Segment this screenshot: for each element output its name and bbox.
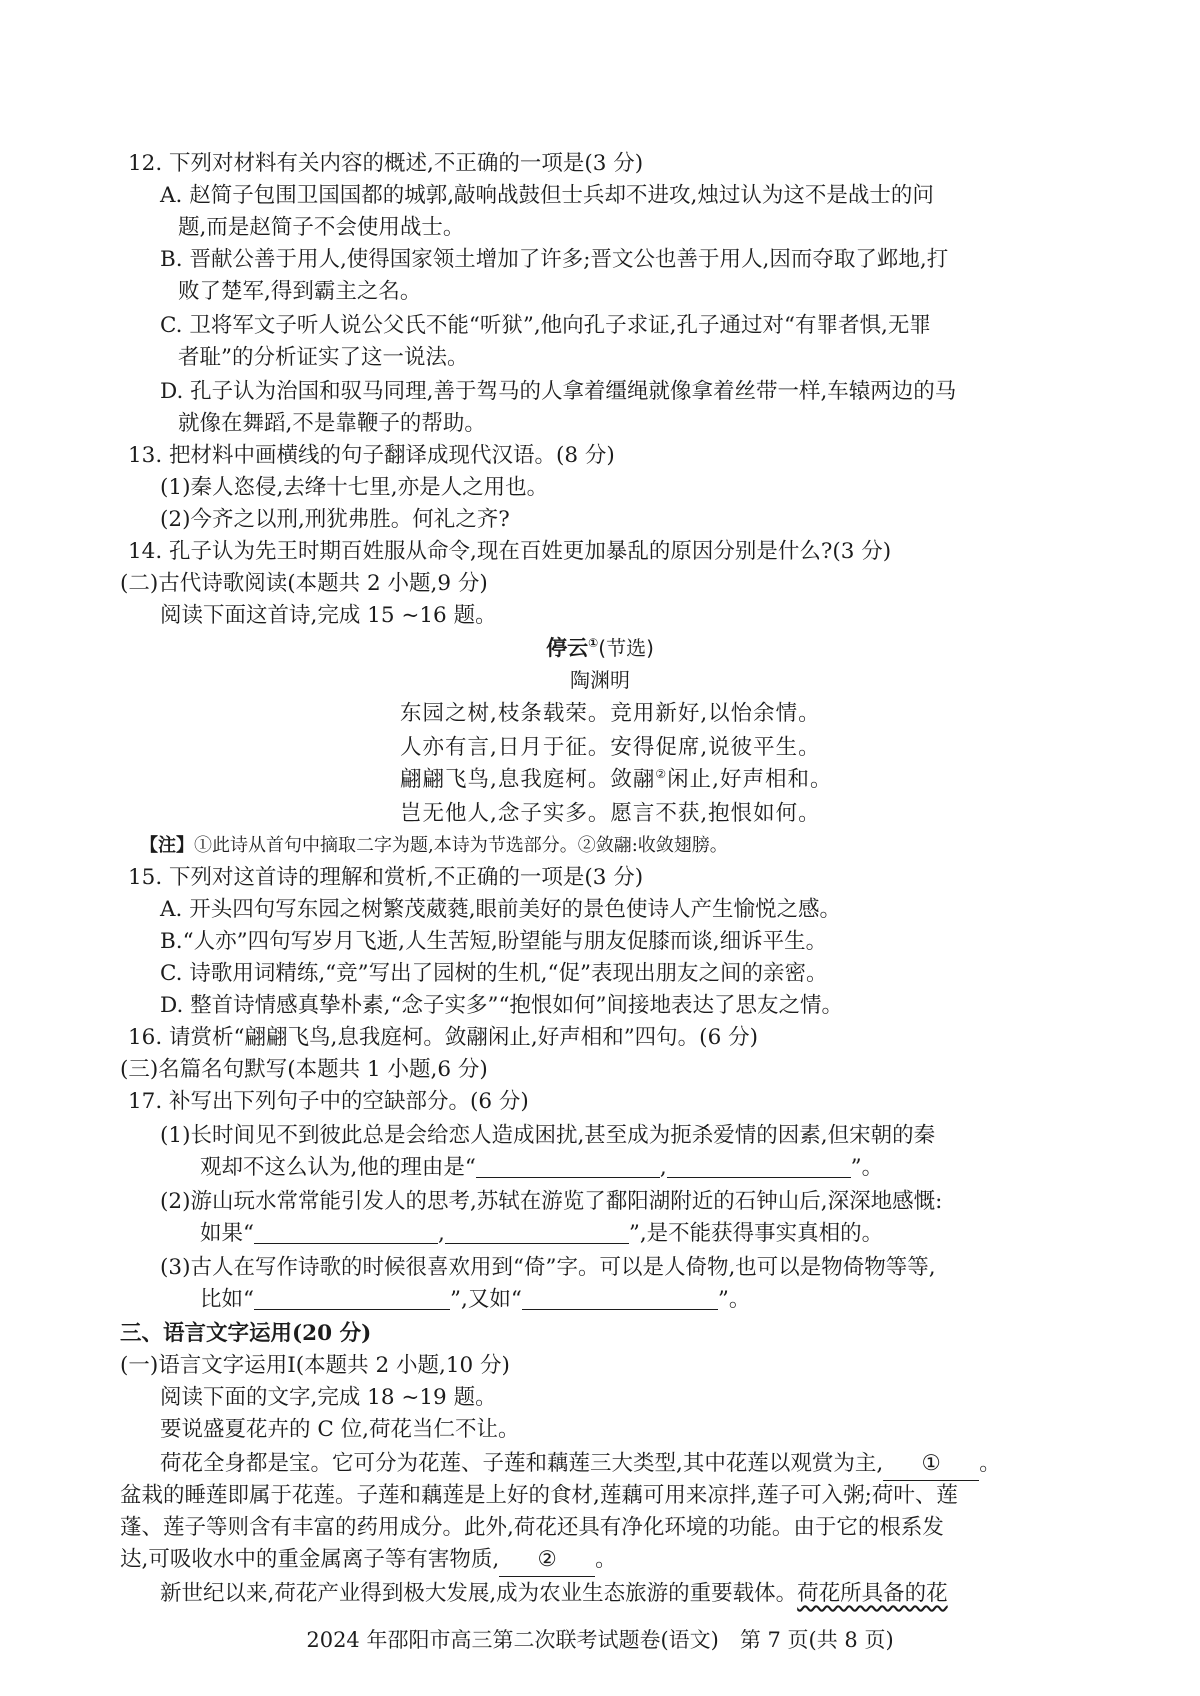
poem-line-2: 人亦有言,日月于征。安得促席,说彼平生。 xyxy=(400,735,821,760)
poem-note-text: ①此诗从首句中摘取二字为题,本诗为节选部分。②敛翮:收敛翅膀。 xyxy=(194,835,728,856)
poem-line-1: 东园之树,枝条载荣。竞用新好,以怡余情。 xyxy=(400,701,821,726)
q17-item3-suffix: ”。 xyxy=(717,1287,751,1312)
part3-intro: 阅读下面的文字,完成 18 ~19 题。 xyxy=(160,1385,497,1410)
q17-item3-separator: ”,又如“ xyxy=(450,1287,522,1312)
passage-paragraph-3 xyxy=(160,1578,948,1610)
q13-sentence-2: (2)今齐之以刑,刑犹弗胜。何礼之齐? xyxy=(160,507,510,532)
q12-option-d-line2: 就像在舞蹈,不是靠鞭子的帮助。 xyxy=(178,411,486,436)
q17-item2-prefix: 如果“ xyxy=(200,1221,254,1246)
q14-stem: 14. 孔子认为先王时期百姓服从命令,现在百姓更加暴乱的原因分别是什么?(3 分) xyxy=(128,539,892,564)
poem-title-text: 停云 xyxy=(546,636,589,660)
part3-heading: 三、语言文字运用(20 分) xyxy=(120,1321,372,1346)
poem-note-label: 【注】 xyxy=(140,835,194,856)
poem-line-3-end: 闲止,好声相和。 xyxy=(667,767,833,792)
poem-title xyxy=(0,632,1200,664)
q17-item1-line2 xyxy=(200,1152,883,1184)
poem-title-footnote-mark: ① xyxy=(588,636,599,650)
q17-item1-suffix: ”。 xyxy=(850,1155,884,1180)
passage-paragraph-2-line3: 蓬、莲子等则含有丰富的药用成分。此外,荷花还具有净化环境的功能。由于它的根系发 xyxy=(120,1515,944,1540)
page-footer: 2024 年邵阳市高三第二次联考试题卷(语文) 第 7 页(共 8 页) xyxy=(306,1628,894,1652)
poem-note xyxy=(140,830,728,862)
q15-stem: 15. 下列对这首诗的理解和赏析,不正确的一项是(3 分) xyxy=(128,865,644,890)
poem-title-suffix: (节选) xyxy=(598,636,654,660)
q12-option-a-line1: A. 赵简子包围卫国国都的城郭,敲响战鼓但士兵却不进攻,烛过认为这不是战士的问 xyxy=(160,183,934,208)
passage-blank-1[interactable]: ① xyxy=(883,1448,979,1481)
section2-intro: 阅读下面这首诗,完成 15 ~16 题。 xyxy=(160,603,497,628)
passage-paragraph-1: 要说盛夏花卉的 C 位,荷花当仁不让。 xyxy=(160,1417,520,1442)
q17-item2-line1: (2)游山玩水常常能引发人的思考,苏轼在游览了鄱阳湖附近的石钟山后,深深地感慨: xyxy=(160,1189,943,1214)
q17-item3-line1: (3)古人在写作诗歌的时候很喜欢用到“倚”字。可以是人倚物,也可以是物倚物等等, xyxy=(160,1255,936,1280)
part3-subheading: (一)语言文字运用Ⅰ(本题共 2 小题,10 分) xyxy=(120,1353,510,1378)
passage-paragraph-2-line4 xyxy=(120,1544,617,1577)
q17-item3-blank-1[interactable] xyxy=(254,1287,450,1310)
q12-option-b-line2: 败了楚军,得到霸主之名。 xyxy=(178,279,422,304)
q17-item2-blank-2[interactable] xyxy=(445,1221,629,1244)
q17-item1-line1: (1)长时间见不到彼此总是会给恋人造成困扰,甚至成为扼杀爱情的因素,但宋朝的秦 xyxy=(160,1123,936,1148)
passage-p2-period: 。 xyxy=(979,1451,1001,1476)
poem-author: 陶渊明 xyxy=(570,668,630,692)
q15-option-d: D. 整首诗情感真挚朴素,“念子实多”“抱恨如何”间接地表达了思友之情。 xyxy=(160,993,843,1018)
q17-item3-blank-2[interactable] xyxy=(522,1287,718,1310)
q17-item3-line2 xyxy=(200,1284,750,1316)
q17-item1-blank-2[interactable] xyxy=(667,1155,851,1178)
q17-item2-suffix: ”,是不能获得事实真相的。 xyxy=(628,1221,884,1246)
q12-option-c-line2: 者耻”的分析证实了这一说法。 xyxy=(178,345,469,370)
q12-stem: 12. 下列对材料有关内容的概述,不正确的一项是(3 分) xyxy=(128,151,644,176)
q13-sentence-1: (1)秦人恣侵,去绛十七里,亦是人之用也。 xyxy=(160,475,549,500)
q12-option-d-line1: D. 孔子认为治国和驭马同理,善于驾马的人拿着缰绳就像拿着丝带一样,车辕两边的马 xyxy=(160,379,957,404)
q17-item2-line2 xyxy=(200,1218,883,1250)
q15-option-c: C. 诗歌用词精练,“竞”写出了园树的生机,“促”表现出朋友之间的亲密。 xyxy=(160,961,828,986)
passage-p3-wavy-underlined: 荷花所具备的花 xyxy=(797,1581,948,1606)
q17-item1-blank-1[interactable] xyxy=(476,1155,660,1178)
section2-heading: (二)古代诗歌阅读(本题共 2 小题,9 分) xyxy=(120,571,488,596)
q16-stem: 16. 请赏析“翩翩飞鸟,息我庭柯。敛翮闲止,好声相和”四句。(6 分) xyxy=(128,1025,758,1050)
passage-blank-2[interactable]: ② xyxy=(499,1544,595,1577)
q17-item1-separator: , xyxy=(659,1155,667,1180)
section3-heading: (三)名篇名句默写(本题共 1 小题,6 分) xyxy=(120,1057,488,1082)
q17-item1-prefix: 观却不这么认为,他的理由是“ xyxy=(200,1155,476,1180)
poem-line-3-footnote-mark: ② xyxy=(655,766,668,781)
q12-option-b-line1: B. 晋献公善于用人,使得国家领土增加了许多;晋文公也善于用人,因而夺取了邺地,打 xyxy=(160,247,949,272)
passage-p3-text: 新世纪以来,荷花产业得到极大发展,成为农业生态旅游的重要载体。 xyxy=(160,1581,798,1606)
poem-line-3-start: 翩翩飞鸟,息我庭柯。敛翮 xyxy=(400,767,656,792)
q17-stem: 17. 补写出下列句子中的空缺部分。(6 分) xyxy=(128,1089,529,1114)
poem-line-4: 岂无他人,念子实多。愿言不获,抱恨如何。 xyxy=(400,801,821,826)
poem-line-3 xyxy=(400,764,832,796)
passage-p2d-text: 达,可吸收水中的重金属离子等有害物质, xyxy=(120,1547,500,1572)
q12-option-c-line1: C. 卫将军文子听人说公父氏不能“听狱”,他向孔子求证,孔子通过对“有罪者惧,无罪 xyxy=(160,313,931,338)
passage-p2d-period: 。 xyxy=(595,1547,617,1572)
passage-paragraph-2-line2: 盆栽的睡莲即属于花莲。子莲和藕莲是上好的食材,莲藕可用来凉拌,莲子可入粥;荷叶、莲 xyxy=(120,1483,958,1508)
passage-paragraph-2-line1 xyxy=(160,1448,1001,1481)
q15-option-a: A. 开头四句写东园之树繁茂葳蕤,眼前美好的景色使诗人产生愉悦之感。 xyxy=(160,897,842,922)
q15-option-b: B.“人亦”四句写岁月飞逝,人生苦短,盼望能与朋友促膝而谈,细诉平生。 xyxy=(160,929,828,954)
passage-p2-text: 荷花全身都是宝。它可分为花莲、子莲和藕莲三大类型,其中花莲以观赏为主, xyxy=(160,1451,884,1476)
q13-stem: 13. 把材料中画横线的句子翻译成现代汉语。(8 分) xyxy=(128,443,615,468)
q17-item2-separator: , xyxy=(438,1221,445,1246)
q17-item2-blank-1[interactable] xyxy=(254,1221,438,1244)
q17-item3-prefix: 比如“ xyxy=(200,1287,254,1312)
q12-option-a-line2: 题,而是赵简子不会使用战士。 xyxy=(178,215,465,240)
